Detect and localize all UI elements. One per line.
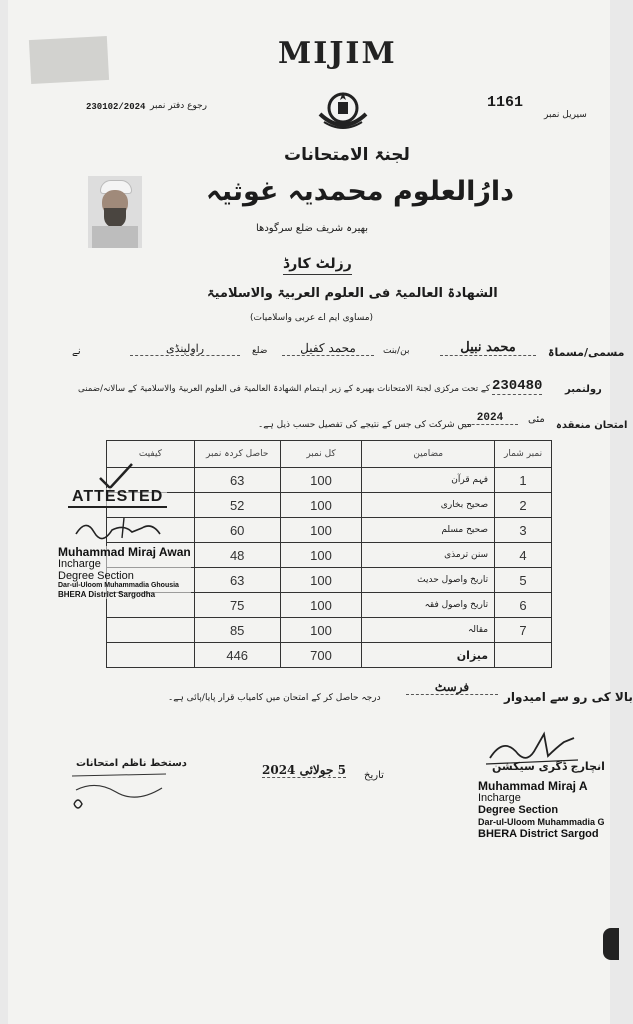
grand-total-cell: 700 [280,643,362,668]
attested-stamp-institute: Dar-ul-Uloom Muhammadia Ghousia [58,582,179,589]
roll-date-label: رجوع دفتر نمبر [150,101,208,111]
subject-cell: تاریخ واصول فقہ [362,593,495,618]
institute-heading: دارُالعلوم محمدیہ غوثیہ [206,176,515,207]
table-row [107,468,552,493]
institute-address: بھیرہ شریف ضلع سرگودھا [256,223,369,234]
right-stamp-role: Incharge [478,792,521,804]
corner-artifact [603,928,619,960]
serial-number: 1161 [487,94,524,111]
attested-stamp-word: ATTESTED [68,488,167,508]
roll-label: رولنمبر [565,384,602,395]
roll-number: 230480 [492,378,543,394]
attested-stamp-place: BHERA District Sargodha [58,590,156,599]
total-row [107,643,552,668]
result-details-sentence: میں شرکت کی جس کے نتیجے کی تفصیل حسب ذیل ہے۔ [258,420,472,430]
subject-cell: صحیح مسلم [362,518,495,543]
attested-signature [72,514,182,544]
father-name: محمد کفیل [282,341,374,356]
result-division: فرسٹ [406,680,498,695]
remarks-cell [107,643,195,668]
subject-cell: فہم قرآن [362,468,495,493]
ne-word: نے [72,346,81,357]
header-serial: نمبر شمار [495,441,552,468]
serial-cell: 3 [495,518,552,543]
right-stamp-name: Muhammad Miraj A [478,779,588,793]
right-stamp-institute: Dar-ul-Uloom Muhammadia G [478,817,605,827]
card-title: رزلٹ کارڈ [283,256,352,275]
exam-year: 2024 [462,412,518,425]
issue-date: 5 جولائی 2024 [262,763,346,777]
serial-cell: 4 [495,543,552,568]
roll-date: 230102/2024 [86,102,146,112]
obtained-cell: 52 [194,493,280,518]
exam-month: مئی [528,414,545,425]
student-photo [88,176,142,248]
serial-cell: 5 [495,568,552,593]
top-title: MIJIM [278,36,397,71]
obtained-cell: 60 [194,518,280,543]
header-obtained: حاصل کردہ نمبر [194,441,280,468]
subject-cell: تاریخ واصول حدیث [362,568,495,593]
attested-stamp-role: Incharge [58,558,101,570]
attested-stamp-section: Degree Section [58,570,134,582]
grand-obtained-cell: 446 [194,643,280,668]
remarks-cell [107,618,195,643]
nazim-signature [66,770,176,814]
degree-equivalence: (مساوی ایم اے عربی واسلامیات) [250,313,374,323]
student-name: محمد نبیل [440,340,536,356]
header-remarks: کیفیت [107,441,195,468]
attested-stamp [58,546,191,599]
date-label: تاریخ [364,770,384,781]
obtained-cell: 48 [194,543,280,568]
incharge-label: انچارج ڈگری سیکشن [492,760,605,773]
committee-heading: لجنۃ الامتحانات [284,145,410,165]
serial-cell: 7 [495,618,552,643]
attested-stamp-name: Muhammad Miraj Awan [58,545,191,559]
serial-cell [495,643,552,668]
top-smudge [29,36,109,84]
declaration-sentence: کے تحت مرکزی لجنۃ الامتحانات بھیرہ کے زیر اہتمام الشھادۃ العالمیۃ فی العلوم العربیۃ والاسلامیۃ کے سالانہ/ضمنی [78,384,490,394]
table-row [107,618,552,643]
result-prefix: بالا کی رو سے امیدوار [504,690,633,704]
obtained-cell: 63 [194,468,280,493]
total-cell: 100 [280,618,362,643]
name-label: مسمی/مسماۃ [548,346,625,359]
district-label: ضلع [252,346,268,356]
right-stamp-place: BHERA District Sargod [478,828,599,840]
nazim-label: دستخط ناظم امتحانات [76,758,187,769]
serial-label: سیریل نمبر [544,110,587,120]
serial-cell: 2 [495,493,552,518]
obtained-cell: 75 [194,593,280,618]
right-stamp-section: Degree Section [478,804,559,816]
serial-cell: 1 [495,468,552,493]
table-header-row [107,441,552,468]
total-cell: 100 [280,543,362,568]
subject-cell: سنن ترمذی [362,543,495,568]
right-stamp [478,780,619,840]
obtained-cell: 85 [194,618,280,643]
header-subject: مضامین [362,441,495,468]
exam-label: امتحان منعقدہ [556,420,628,431]
total-cell: 100 [280,468,362,493]
total-cell: 100 [280,518,362,543]
degree-title: الشھادۃ العالمیۃ فی العلوم العربیۃ والاسلامیۃ [207,286,498,301]
serial-cell: 6 [495,593,552,618]
obtained-cell: 63 [194,568,280,593]
district-name: راولپنڈی [130,342,240,356]
total-cell: 100 [280,493,362,518]
header-total: کل نمبر [280,441,362,468]
father-label: بن/بنت [383,346,410,356]
result-suffix: درجہ حاصل کر کے امتحان میں کامیاب قرار پایا/پائی ہے۔ [168,693,381,703]
total-label-cell: میزان [362,643,495,668]
subject-cell: مقالہ [362,618,495,643]
subject-cell: صحیح بخاری [362,493,495,518]
total-cell: 100 [280,593,362,618]
total-cell: 100 [280,568,362,593]
institute-logo-icon [312,78,374,140]
